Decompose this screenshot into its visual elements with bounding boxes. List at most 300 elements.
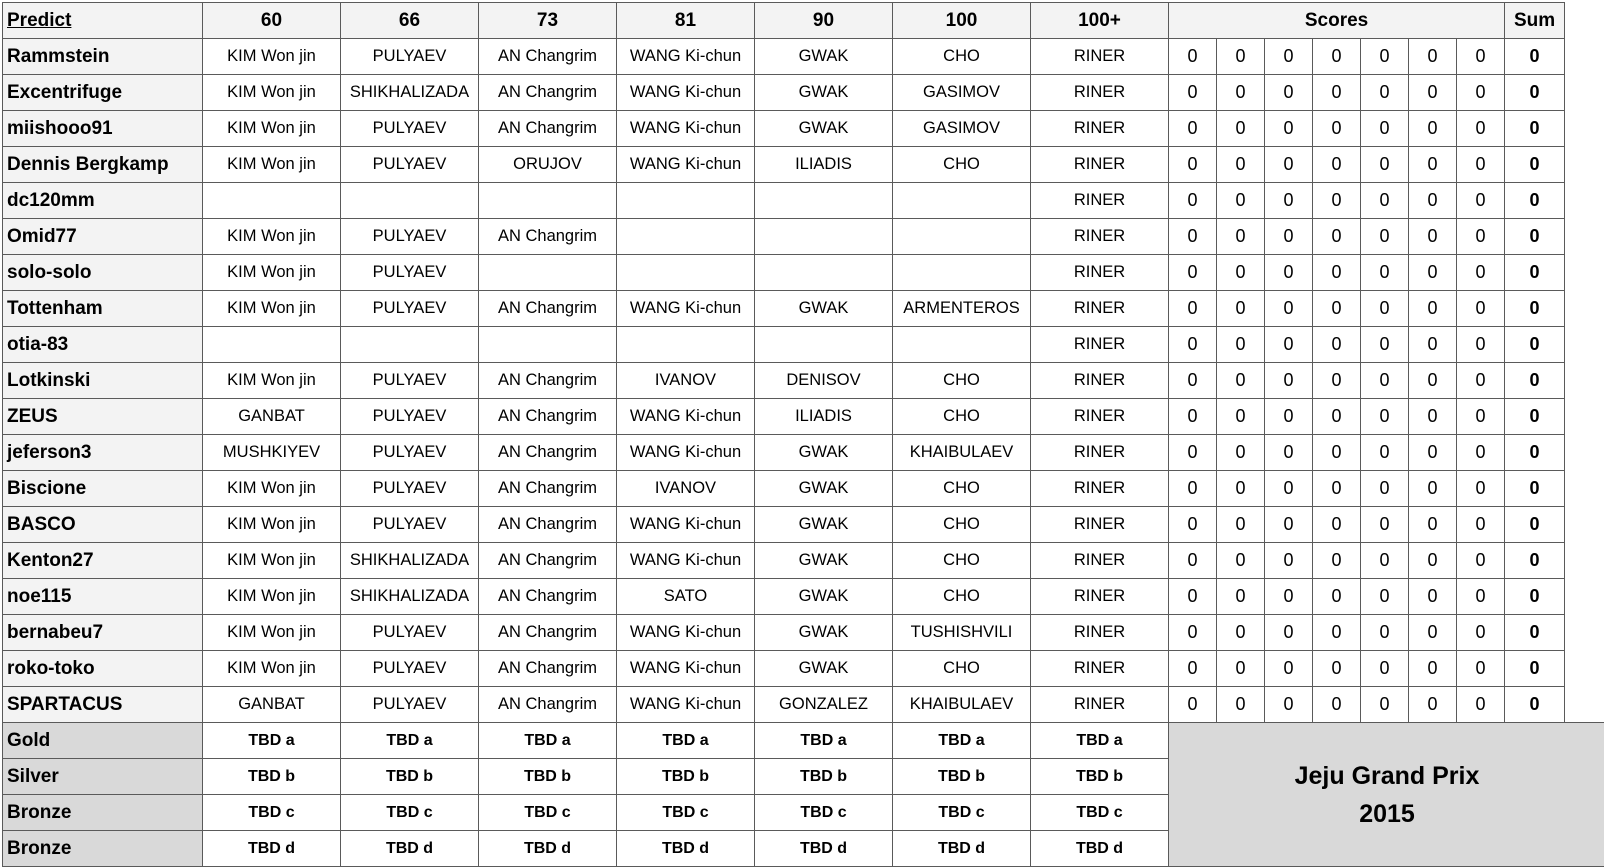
table-row <box>3 183 1604 219</box>
score-cell: 0 <box>1361 507 1409 543</box>
pick-cell: TUSHISHVILI <box>893 615 1031 651</box>
pick-cell: KIM Won jin <box>203 579 341 615</box>
pick-cell: ILIADIS <box>755 147 893 183</box>
score-cell: 0 <box>1457 147 1505 183</box>
pick-cell: AN Changrim <box>479 219 617 255</box>
weight-header: 60 <box>203 3 341 39</box>
score-cell: 0 <box>1361 255 1409 291</box>
table-row <box>3 147 1604 183</box>
table-row <box>3 687 1604 723</box>
participant-name: jeferson3 <box>3 435 203 471</box>
score-cell: 0 <box>1409 327 1457 363</box>
pick-cell: AN Changrim <box>479 363 617 399</box>
score-cell: 0 <box>1169 363 1217 399</box>
score-cell: 0 <box>1313 291 1361 327</box>
score-cell: 0 <box>1409 507 1457 543</box>
medal-row <box>3 723 1604 759</box>
score-cell: 0 <box>1361 579 1409 615</box>
score-cell: 0 <box>1361 651 1409 687</box>
medal-cell: TBD c <box>341 795 479 831</box>
pick-cell <box>203 327 341 363</box>
participant-name: Biscione <box>3 471 203 507</box>
score-cell: 0 <box>1457 39 1505 75</box>
pick-cell: WANG Ki-chun <box>617 615 755 651</box>
score-cell: 0 <box>1409 147 1457 183</box>
pick-cell: RINER <box>1031 507 1169 543</box>
score-cell: 0 <box>1169 687 1217 723</box>
medal-cell: TBD b <box>203 759 341 795</box>
score-cell: 0 <box>1265 651 1313 687</box>
score-cell: 0 <box>1313 363 1361 399</box>
medal-cell: TBD c <box>203 795 341 831</box>
pick-cell: CHO <box>893 147 1031 183</box>
score-cell: 0 <box>1217 291 1265 327</box>
prediction-table <box>2 2 1604 867</box>
pick-cell: WANG Ki-chun <box>617 507 755 543</box>
pick-cell: RINER <box>1031 39 1169 75</box>
pick-cell: KHAIBULAEV <box>893 687 1031 723</box>
pick-cell <box>203 183 341 219</box>
score-cell: 0 <box>1361 111 1409 147</box>
medal-cell: TBD d <box>893 831 1031 867</box>
score-cell: 0 <box>1361 147 1409 183</box>
score-cell: 0 <box>1217 327 1265 363</box>
pick-cell: CHO <box>893 399 1031 435</box>
pick-cell: KIM Won jin <box>203 255 341 291</box>
pick-cell: KIM Won jin <box>203 75 341 111</box>
sum-cell: 0 <box>1505 363 1565 399</box>
participant-name: Dennis Bergkamp <box>3 147 203 183</box>
pick-cell: WANG Ki-chun <box>617 291 755 327</box>
pick-cell: AN Changrim <box>479 579 617 615</box>
pick-cell: GASIMOV <box>893 75 1031 111</box>
score-cell: 0 <box>1313 471 1361 507</box>
score-cell: 0 <box>1457 291 1505 327</box>
pick-cell: ARMENTEROS <box>893 291 1031 327</box>
medal-cell: TBD b <box>479 759 617 795</box>
pick-cell: PULYAEV <box>341 471 479 507</box>
score-cell: 0 <box>1265 543 1313 579</box>
medal-cell: TBD d <box>617 831 755 867</box>
pick-cell: WANG Ki-chun <box>617 651 755 687</box>
pick-cell: KIM Won jin <box>203 615 341 651</box>
pick-cell: KIM Won jin <box>203 147 341 183</box>
score-cell: 0 <box>1265 507 1313 543</box>
sum-cell: 0 <box>1505 291 1565 327</box>
weight-header: 100+ <box>1031 3 1169 39</box>
pick-cell: GWAK <box>755 615 893 651</box>
medal-cell: TBD a <box>341 723 479 759</box>
score-cell: 0 <box>1361 471 1409 507</box>
pick-cell: DENISOV <box>755 363 893 399</box>
table-row <box>3 219 1604 255</box>
score-cell: 0 <box>1217 147 1265 183</box>
table-row <box>3 399 1604 435</box>
sum-cell: 0 <box>1505 327 1565 363</box>
pick-cell: PULYAEV <box>341 255 479 291</box>
pick-cell: RINER <box>1031 327 1169 363</box>
pick-cell: AN Changrim <box>479 615 617 651</box>
table-row <box>3 651 1604 687</box>
participant-name: ZEUS <box>3 399 203 435</box>
pick-cell: ILIADIS <box>755 399 893 435</box>
sum-cell: 0 <box>1505 399 1565 435</box>
score-cell: 0 <box>1409 615 1457 651</box>
score-cell: 0 <box>1313 651 1361 687</box>
pick-cell: GWAK <box>755 435 893 471</box>
score-cell: 0 <box>1169 543 1217 579</box>
participant-name: SPARTACUS <box>3 687 203 723</box>
pick-cell: KIM Won jin <box>203 111 341 147</box>
predict-header: Predict <box>3 3 203 39</box>
score-cell: 0 <box>1457 651 1505 687</box>
score-cell: 0 <box>1169 399 1217 435</box>
pick-cell: CHO <box>893 39 1031 75</box>
score-cell: 0 <box>1265 111 1313 147</box>
pick-cell <box>893 219 1031 255</box>
participant-name: Rammstein <box>3 39 203 75</box>
pick-cell: AN Changrim <box>479 75 617 111</box>
pick-cell: PULYAEV <box>341 687 479 723</box>
sum-cell: 0 <box>1505 183 1565 219</box>
medal-cell: TBD a <box>893 723 1031 759</box>
pick-cell <box>755 183 893 219</box>
pick-cell <box>341 327 479 363</box>
pick-cell: WANG Ki-chun <box>617 39 755 75</box>
pick-cell: GWAK <box>755 471 893 507</box>
score-cell: 0 <box>1457 111 1505 147</box>
score-cell: 0 <box>1169 471 1217 507</box>
pick-cell <box>479 183 617 219</box>
pick-cell: GWAK <box>755 291 893 327</box>
pick-cell: RINER <box>1031 471 1169 507</box>
score-cell: 0 <box>1457 327 1505 363</box>
pick-cell: RINER <box>1031 543 1169 579</box>
weight-header: 100 <box>893 3 1031 39</box>
table-row <box>3 291 1604 327</box>
medal-label: Bronze <box>3 831 203 867</box>
participant-name: dc120mm <box>3 183 203 219</box>
score-cell: 0 <box>1217 471 1265 507</box>
score-cell: 0 <box>1409 39 1457 75</box>
score-cell: 0 <box>1169 75 1217 111</box>
pick-cell: KIM Won jin <box>203 363 341 399</box>
table-row <box>3 327 1604 363</box>
pick-cell <box>755 327 893 363</box>
score-cell: 0 <box>1265 39 1313 75</box>
medal-cell: TBD d <box>479 831 617 867</box>
score-cell: 0 <box>1217 111 1265 147</box>
sum-cell: 0 <box>1505 39 1565 75</box>
score-cell: 0 <box>1409 291 1457 327</box>
pick-cell: RINER <box>1031 183 1169 219</box>
weight-header: 90 <box>755 3 893 39</box>
pick-cell: RINER <box>1031 579 1169 615</box>
score-cell: 0 <box>1409 435 1457 471</box>
pick-cell: ORUJOV <box>479 147 617 183</box>
table-row <box>3 471 1604 507</box>
score-cell: 0 <box>1457 255 1505 291</box>
pick-cell: SHIKHALIZADA <box>341 579 479 615</box>
table-row <box>3 615 1604 651</box>
score-cell: 0 <box>1217 219 1265 255</box>
medal-cell: TBD a <box>479 723 617 759</box>
score-cell: 0 <box>1169 39 1217 75</box>
score-cell: 0 <box>1217 579 1265 615</box>
pick-cell: RINER <box>1031 255 1169 291</box>
score-cell: 0 <box>1457 687 1505 723</box>
event-title: Jeju Grand Prix <box>1294 761 1480 790</box>
score-cell: 0 <box>1409 543 1457 579</box>
pick-cell: AN Changrim <box>479 507 617 543</box>
score-cell: 0 <box>1169 579 1217 615</box>
score-cell: 0 <box>1313 111 1361 147</box>
score-cell: 0 <box>1361 363 1409 399</box>
medal-cell: TBD b <box>755 759 893 795</box>
score-cell: 0 <box>1313 147 1361 183</box>
pick-cell: RINER <box>1031 651 1169 687</box>
medal-cell: TBD c <box>617 795 755 831</box>
pick-cell: SATO <box>617 579 755 615</box>
medal-cell: TBD c <box>479 795 617 831</box>
score-cell: 0 <box>1409 399 1457 435</box>
score-cell: 0 <box>1457 507 1505 543</box>
pick-cell: RINER <box>1031 435 1169 471</box>
score-cell: 0 <box>1361 615 1409 651</box>
pick-cell <box>755 255 893 291</box>
score-cell: 0 <box>1217 255 1265 291</box>
score-cell: 0 <box>1265 75 1313 111</box>
score-cell: 0 <box>1265 687 1313 723</box>
score-cell: 0 <box>1265 435 1313 471</box>
pick-cell: AN Changrim <box>479 687 617 723</box>
pick-cell: PULYAEV <box>341 147 479 183</box>
medal-label: Gold <box>3 723 203 759</box>
sum-cell: 0 <box>1505 147 1565 183</box>
pick-cell: KIM Won jin <box>203 39 341 75</box>
score-cell: 0 <box>1169 111 1217 147</box>
pick-cell: RINER <box>1031 75 1169 111</box>
medal-cell: TBD d <box>755 831 893 867</box>
score-cell: 0 <box>1457 183 1505 219</box>
pick-cell: GWAK <box>755 651 893 687</box>
score-cell: 0 <box>1265 291 1313 327</box>
table-row <box>3 111 1604 147</box>
pick-cell <box>893 255 1031 291</box>
score-cell: 0 <box>1409 579 1457 615</box>
pick-cell: GWAK <box>755 507 893 543</box>
pick-cell: PULYAEV <box>341 291 479 327</box>
score-cell: 0 <box>1457 615 1505 651</box>
score-cell: 0 <box>1217 543 1265 579</box>
sum-cell: 0 <box>1505 543 1565 579</box>
score-cell: 0 <box>1361 543 1409 579</box>
score-cell: 0 <box>1265 255 1313 291</box>
score-cell: 0 <box>1313 399 1361 435</box>
sum-header: Sum <box>1505 3 1565 39</box>
pick-cell: GWAK <box>755 111 893 147</box>
pick-cell: PULYAEV <box>341 435 479 471</box>
pick-cell <box>893 183 1031 219</box>
score-cell: 0 <box>1313 615 1361 651</box>
score-cell: 0 <box>1361 399 1409 435</box>
score-cell: 0 <box>1361 291 1409 327</box>
pick-cell: IVANOV <box>617 471 755 507</box>
score-cell: 0 <box>1265 219 1313 255</box>
score-cell: 0 <box>1361 75 1409 111</box>
pick-cell: PULYAEV <box>341 219 479 255</box>
medal-label: Silver <box>3 759 203 795</box>
pick-cell: WANG Ki-chun <box>617 543 755 579</box>
score-cell: 0 <box>1313 435 1361 471</box>
score-cell: 0 <box>1217 507 1265 543</box>
pick-cell: CHO <box>893 579 1031 615</box>
score-cell: 0 <box>1457 363 1505 399</box>
pick-cell: PULYAEV <box>341 507 479 543</box>
pick-cell: PULYAEV <box>341 363 479 399</box>
score-cell: 0 <box>1313 39 1361 75</box>
pick-cell: RINER <box>1031 147 1169 183</box>
medal-rows <box>3 723 1604 867</box>
pick-cell: KIM Won jin <box>203 471 341 507</box>
table-row <box>3 363 1604 399</box>
score-cell: 0 <box>1409 75 1457 111</box>
score-cell: 0 <box>1457 543 1505 579</box>
pick-cell: GANBAT <box>203 399 341 435</box>
pick-cell: KHAIBULAEV <box>893 435 1031 471</box>
score-cell: 0 <box>1313 219 1361 255</box>
pick-cell <box>617 255 755 291</box>
score-cell: 0 <box>1217 435 1265 471</box>
score-cell: 0 <box>1265 399 1313 435</box>
participant-name: otia-83 <box>3 327 203 363</box>
sum-cell: 0 <box>1505 615 1565 651</box>
medal-cell: TBD b <box>341 759 479 795</box>
pick-cell: PULYAEV <box>341 615 479 651</box>
score-cell: 0 <box>1457 399 1505 435</box>
score-cell: 0 <box>1169 183 1217 219</box>
score-cell: 0 <box>1217 687 1265 723</box>
sum-cell: 0 <box>1505 219 1565 255</box>
pick-cell: GWAK <box>755 75 893 111</box>
score-cell: 0 <box>1409 471 1457 507</box>
pick-cell: SHIKHALIZADA <box>341 75 479 111</box>
score-cell: 0 <box>1169 147 1217 183</box>
pick-cell: KIM Won jin <box>203 543 341 579</box>
pick-cell: AN Changrim <box>479 111 617 147</box>
participant-name: solo-solo <box>3 255 203 291</box>
score-cell: 0 <box>1409 363 1457 399</box>
pick-cell: AN Changrim <box>479 543 617 579</box>
medal-cell: TBD a <box>1031 723 1169 759</box>
sum-cell: 0 <box>1505 507 1565 543</box>
sum-cell: 0 <box>1505 579 1565 615</box>
pick-cell: WANG Ki-chun <box>617 687 755 723</box>
medal-cell: TBD b <box>617 759 755 795</box>
score-cell: 0 <box>1313 327 1361 363</box>
pick-cell: IVANOV <box>617 363 755 399</box>
weight-header: 73 <box>479 3 617 39</box>
pick-cell: GWAK <box>755 39 893 75</box>
participant-name: BASCO <box>3 507 203 543</box>
pick-cell: WANG Ki-chun <box>617 75 755 111</box>
score-cell: 0 <box>1361 687 1409 723</box>
score-cell: 0 <box>1217 399 1265 435</box>
pick-cell <box>479 327 617 363</box>
sum-cell: 0 <box>1505 471 1565 507</box>
participant-name: Tottenham <box>3 291 203 327</box>
score-cell: 0 <box>1409 255 1457 291</box>
pick-cell: AN Changrim <box>479 399 617 435</box>
pick-cell: SHIKHALIZADA <box>341 543 479 579</box>
pick-cell <box>617 183 755 219</box>
pick-cell: RINER <box>1031 687 1169 723</box>
weight-header: 66 <box>341 3 479 39</box>
score-cell: 0 <box>1313 543 1361 579</box>
pick-cell <box>617 327 755 363</box>
pick-cell: AN Changrim <box>479 39 617 75</box>
score-cell: 0 <box>1313 183 1361 219</box>
score-cell: 0 <box>1217 363 1265 399</box>
participant-name: Excentrifuge <box>3 75 203 111</box>
sum-cell: 0 <box>1505 111 1565 147</box>
score-cell: 0 <box>1313 579 1361 615</box>
score-cell: 0 <box>1409 687 1457 723</box>
pick-cell: GWAK <box>755 579 893 615</box>
score-cell: 0 <box>1217 75 1265 111</box>
sum-cell: 0 <box>1505 255 1565 291</box>
score-cell: 0 <box>1169 327 1217 363</box>
pick-cell: AN Changrim <box>479 471 617 507</box>
score-cell: 0 <box>1265 579 1313 615</box>
event-title-box <box>1169 723 1604 867</box>
score-cell: 0 <box>1217 651 1265 687</box>
participant-name: roko-toko <box>3 651 203 687</box>
score-cell: 0 <box>1409 183 1457 219</box>
pick-cell: AN Changrim <box>479 291 617 327</box>
medal-cell: TBD c <box>893 795 1031 831</box>
score-cell: 0 <box>1265 183 1313 219</box>
participant-name: Lotkinski <box>3 363 203 399</box>
sum-cell: 0 <box>1505 687 1565 723</box>
pick-cell: AN Changrim <box>479 651 617 687</box>
score-cell: 0 <box>1265 471 1313 507</box>
score-cell: 0 <box>1265 363 1313 399</box>
table-row <box>3 507 1604 543</box>
pick-cell: GONZALEZ <box>755 687 893 723</box>
score-cell: 0 <box>1169 651 1217 687</box>
medal-cell: TBD a <box>617 723 755 759</box>
score-cell: 0 <box>1313 255 1361 291</box>
score-cell: 0 <box>1457 471 1505 507</box>
weight-header: 81 <box>617 3 755 39</box>
table-row <box>3 579 1604 615</box>
score-cell: 0 <box>1313 75 1361 111</box>
score-cell: 0 <box>1457 75 1505 111</box>
pick-cell: CHO <box>893 543 1031 579</box>
pick-cell: KIM Won jin <box>203 507 341 543</box>
score-cell: 0 <box>1169 507 1217 543</box>
pick-cell: RINER <box>1031 615 1169 651</box>
sum-cell: 0 <box>1505 75 1565 111</box>
pick-cell: GWAK <box>755 543 893 579</box>
pick-cell: RINER <box>1031 363 1169 399</box>
pick-cell: AN Changrim <box>479 435 617 471</box>
pick-cell: RINER <box>1031 111 1169 147</box>
score-cell: 0 <box>1361 435 1409 471</box>
pick-cell: WANG Ki-chun <box>617 147 755 183</box>
score-cell: 0 <box>1169 615 1217 651</box>
